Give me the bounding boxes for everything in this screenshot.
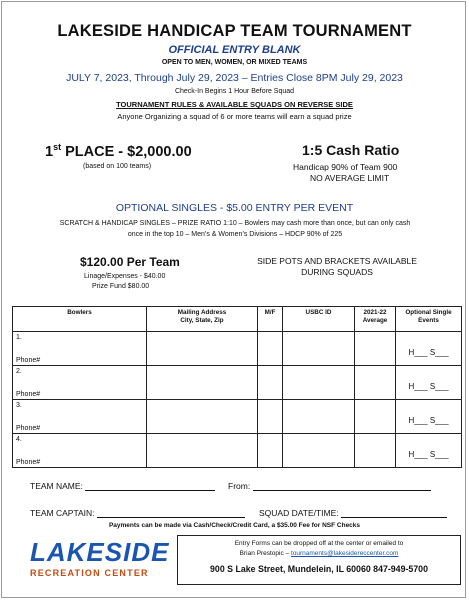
optional-events-blanks: H___ S___ [408, 348, 449, 357]
table-row [13, 400, 462, 434]
usbc-id-cell[interactable] [283, 400, 355, 434]
squad-date-line[interactable] [341, 516, 447, 518]
address-cell[interactable] [147, 400, 258, 434]
center-address: 900 S Lake Street, Mundelein, IL 60060 847-949-5700 [210, 564, 428, 574]
phone-label: Phone# [16, 357, 41, 364]
average-limit-note: NO AVERAGE LIMIT [310, 173, 390, 183]
prize-fund: Prize Fund $80.00 [92, 283, 150, 290]
logo-tagline: RECREATION CENTER [30, 568, 149, 578]
average-cell[interactable] [355, 400, 396, 434]
dropoff-note: Entry Forms can be dropped off at the center or emailed to [234, 540, 404, 547]
rules-note: TOURNAMENT RULES & AVAILABLE SQUADS ON REVERSE SIDE [116, 100, 353, 109]
squad-date-field[interactable] [259, 508, 447, 518]
optional-events-cell[interactable] [396, 434, 462, 468]
row-number: 3. [16, 402, 22, 409]
average-cell[interactable] [355, 366, 396, 400]
bowler-cell[interactable] [13, 434, 147, 468]
bowler-cell[interactable] [13, 400, 147, 434]
contact-line [178, 550, 460, 557]
organizer-note: Anyone Organizing a squad of 6 or more teams will earn a squad prize [117, 112, 352, 121]
row-number: 2. [16, 368, 22, 375]
first-place-suffix: st [53, 142, 62, 152]
address-cell[interactable] [147, 332, 258, 366]
team-fee: $120.00 Per Team [80, 255, 180, 269]
optional-events-cell[interactable] [396, 400, 462, 434]
prize-basis-note: (based on 100 teams) [83, 163, 152, 170]
gender-cell[interactable] [258, 366, 283, 400]
address-cell[interactable] [147, 434, 258, 468]
team-captain-label: TEAM CAPTAIN: [30, 508, 95, 518]
bowler-cell[interactable] [13, 366, 147, 400]
row-number: 4. [16, 436, 22, 443]
usbc-id-cell[interactable] [283, 434, 355, 468]
usbc-id-cell[interactable] [283, 366, 355, 400]
table-row [13, 332, 462, 366]
optional-singles-heading: OPTIONAL SINGLES - $5.00 ENTRY PER EVENT [115, 202, 354, 214]
from-field[interactable] [228, 481, 431, 491]
team-captain-field[interactable] [30, 508, 245, 518]
logo-wordmark: LAKESIDE [30, 537, 170, 567]
address-cell[interactable] [147, 366, 258, 400]
cash-ratio: 1:5 Cash Ratio [302, 142, 400, 158]
singles-description-line1: SCRATCH & HANDICAP SINGLES – PRIZE RATIO 1:10 – Bowlers may cash more than once, but can only cash [59, 220, 411, 227]
entry-blank-subtitle: OFFICIAL ENTRY BLANK [168, 44, 301, 56]
lineage-expenses: Linage/Expenses - $40.00 [84, 273, 166, 280]
checkin-note: Check-In Begins 1 Hour Before Squad [174, 88, 295, 95]
first-place-prize [45, 142, 192, 160]
lakeside-logo [30, 537, 169, 578]
col-header-address: Mailing Address City, State, Zip [147, 307, 258, 332]
team-name-field[interactable] [30, 481, 215, 491]
gender-cell[interactable] [258, 400, 283, 434]
eligibility-note: OPEN TO MEN, WOMEN, OR MIXED TEAMS [161, 59, 308, 66]
optional-events-blanks: H___ S___ [408, 450, 449, 459]
side-pots-line1: SIDE POTS AND BRACKETS AVAILABLE [257, 256, 417, 266]
gender-cell[interactable] [258, 434, 283, 468]
table-header-row [13, 307, 462, 332]
team-captain-line[interactable] [97, 516, 245, 518]
singles-description [20, 218, 450, 240]
phone-label: Phone# [16, 459, 41, 466]
optional-events-cell[interactable] [396, 332, 462, 366]
payment-note: Payments can be made via Cash/Check/Credit Card, a $35.00 Fee for NSF Checks [108, 522, 361, 529]
from-label: From: [228, 481, 251, 491]
col-header-average: 2021-22 Average [355, 307, 396, 332]
optional-events-blanks: H___ S___ [408, 416, 449, 425]
tournament-dates: JULY 7, 2023, Through July 29, 2023 – Entries Close 8PM July 29, 2023 [66, 72, 403, 84]
table-row [13, 434, 462, 468]
side-pots-note [247, 256, 427, 278]
contact-email-link[interactable]: tournaments@lakesidereccenter.com [290, 550, 399, 557]
team-name-line[interactable] [85, 489, 215, 491]
handicap-note: Handicap 90% of Team 900 [293, 162, 398, 172]
row-number: 1. [16, 334, 22, 341]
col-header-bowlers: Bowlers [13, 307, 147, 332]
average-cell[interactable] [355, 434, 396, 468]
first-place-amount: PLACE - $2,000.00 [61, 143, 192, 160]
squad-date-label: SQUAD DATE/TIME: [259, 508, 339, 518]
team-name-label: TEAM NAME: [30, 481, 83, 491]
contact-name: Brian Prestopic – [239, 550, 291, 557]
side-pots-line2: DURING SQUADS [301, 267, 373, 277]
col-header-optional-events: Optional Single Events [396, 307, 462, 332]
tournament-title: LAKESIDE HANDICAP TEAM TOURNAMENT [57, 22, 412, 40]
col-header-usbc-id: USBC ID [283, 307, 355, 332]
contact-box [177, 535, 461, 585]
bowler-cell[interactable] [13, 332, 147, 366]
optional-events-blanks: H___ S___ [408, 382, 449, 391]
from-line[interactable] [253, 489, 431, 491]
bowler-entry-table [12, 306, 462, 468]
singles-description-line2: once in the top 10 – Men’s & Women’s Divisions – HDCP 90% of 225 [127, 231, 343, 238]
average-cell[interactable] [355, 332, 396, 366]
table-row [13, 366, 462, 400]
phone-label: Phone# [16, 425, 41, 432]
col-header-gender: M/F [258, 307, 283, 332]
optional-events-cell[interactable] [396, 366, 462, 400]
gender-cell[interactable] [258, 332, 283, 366]
phone-label: Phone# [16, 391, 41, 398]
first-place-number: 1 [45, 143, 54, 160]
usbc-id-cell[interactable] [283, 332, 355, 366]
